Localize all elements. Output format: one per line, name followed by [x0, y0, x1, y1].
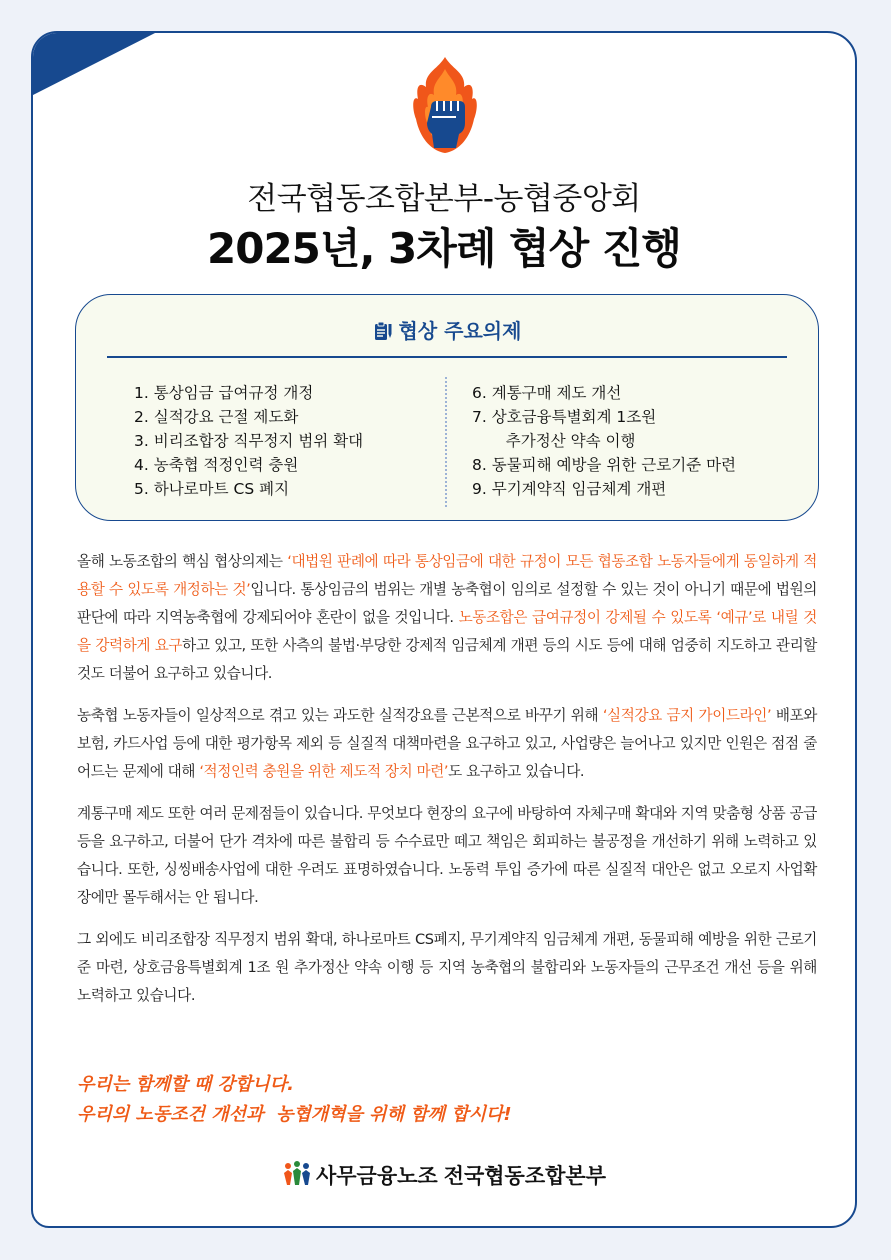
body-text	[77, 548, 817, 1024]
highlight-text: 노동조합은 급여규정이 강제될 수 있도록 ‘예규’로 내릴 것을 강력하게 요구	[77, 609, 817, 654]
people-logo-icon	[282, 1161, 312, 1187]
slogan-line2: 우리의 노동조건 개선과 농협개혁을 위해 함께 합시다!	[77, 1104, 512, 1125]
agenda-item-continuation: 추가정산 약속 이행	[491, 432, 636, 450]
agenda-box	[75, 294, 819, 521]
paragraph-2	[77, 702, 817, 786]
agenda-item: 6. 계통구매 제도 개선	[472, 384, 622, 402]
paragraph-3: 계통구매 제도 또한 여러 문제점들이 있습니다. 무엇보다 현장의 요구에 바탕하여 자체구매 확대와 지역 맞춤형 상품 공급 등을 요구하고, 더불어 단가 격차에 따른 불합리 등 수수료만 떼고 책임은 회피하는 불공정을 개선하기 위해 노력하고 있습니다. 또한, 싱씽배송사업에 대한 우려도 표명하였습니다. 노동력 투입 증가에 따른 실질적 대안은 없고 오로지 사업확장에만 몰두해서는 안 됩니다.	[77, 805, 817, 906]
division-name: 전국협동조합본부	[443, 1164, 606, 1188]
slogan-line1: 우리는 함께할 때 강합니다.	[77, 1074, 294, 1095]
slogan	[77, 1070, 512, 1130]
agenda-item: 3. 비리조합장 직무정지 범위 확대	[134, 432, 364, 450]
agenda-item: 8. 동물피해 예방을 위한 근로기준 마련	[472, 456, 737, 474]
title-line1: 전국협동조합본부-농협중앙회	[247, 181, 641, 217]
agenda-list-right	[472, 381, 792, 501]
text-run: 올해 노동조합의 핵심 협상의제는	[77, 553, 288, 570]
agenda-heading-text: 협상 주요의제	[398, 319, 522, 343]
text-run: 농축협 노동자들이 일상적으로 겪고 있는 과도한 실적강요를 근본적으로 바꾸기 위해	[77, 707, 603, 724]
agenda-divider-line	[107, 356, 787, 358]
agenda-list-left	[134, 381, 434, 501]
agenda-item: 4. 농축협 적정인력 충원	[134, 456, 299, 474]
highlight-text: ‘실적강요 금지 가이드라인’	[602, 707, 772, 724]
agenda-heading	[76, 315, 818, 344]
agenda-item: 9. 무기계약직 임금체계 개편	[472, 480, 667, 498]
text-run: 도 요구하고 있습니다.	[448, 763, 585, 780]
paragraph-1	[77, 548, 817, 688]
agenda-item: 2. 실적강요 근절 제도화	[134, 408, 299, 426]
agenda-item: 5. 하나로마트 CS 폐지	[134, 480, 290, 498]
title-line2: 2025년, 3차례 협상 진행	[207, 224, 681, 273]
column-divider	[445, 377, 447, 507]
corner-accent	[33, 33, 155, 95]
flaming-fist-icon	[410, 55, 480, 159]
highlight-text: ‘적정인력 충원을 위한 제도적 장치 마련’	[199, 763, 449, 780]
leaflet-page	[31, 31, 857, 1228]
agenda-item: 7. 상호금융특별회계 1조원	[472, 408, 657, 426]
union-name: 사무금융노조	[315, 1164, 438, 1188]
highlight-text: ‘대법원 판례에 따라 통상임금에 대한 규정이 모든 협동조합 노동자들에게 동일하게 적용할 수 있도록 개정하는 것’	[77, 553, 817, 598]
text-run: 하고 있고, 또한 사측의 불법·부당한 강제적 임금체계 개편 등의 시도 등에 대해 엄중히 지도하고 관리할 것도 더불어 요구하고 있습니다.	[77, 637, 817, 682]
agenda-item: 1. 통상임금 급여규정 개정	[134, 384, 314, 402]
text-run: 입니다. 통상임금의 범위는 개별 농축협이 임의로 설정할 수 있는 것이 아니기 때문에 법원의 판단에 따라 지역농축협에 강제되어야 혼란이 없을 것입니다.	[77, 581, 817, 626]
text-run: 배포와 보험, 카드사업 등에 대한 평가항목 제외 등 실질적 대책마련을 요구하고 있고, 사업량은 늘어나고 있지만 인원은 점점 줄어드는 문제에 대해	[77, 707, 817, 780]
clipboard-icon	[373, 321, 393, 341]
paragraph-4: 그 외에도 비리조합장 직무정지 범위 확대, 하나로마트 CS폐지, 무기계약직 임금체계 개편, 동물피해 예방을 위한 근로기준 마련, 상호금융특별회계 1조 원 추가정산 약속 이행 등 지역 농축협의 불합리와 노동자들의 근무조건 개선 등을 위해 노력하고 있습니다.	[77, 931, 817, 1004]
footer-logo	[33, 1160, 855, 1190]
